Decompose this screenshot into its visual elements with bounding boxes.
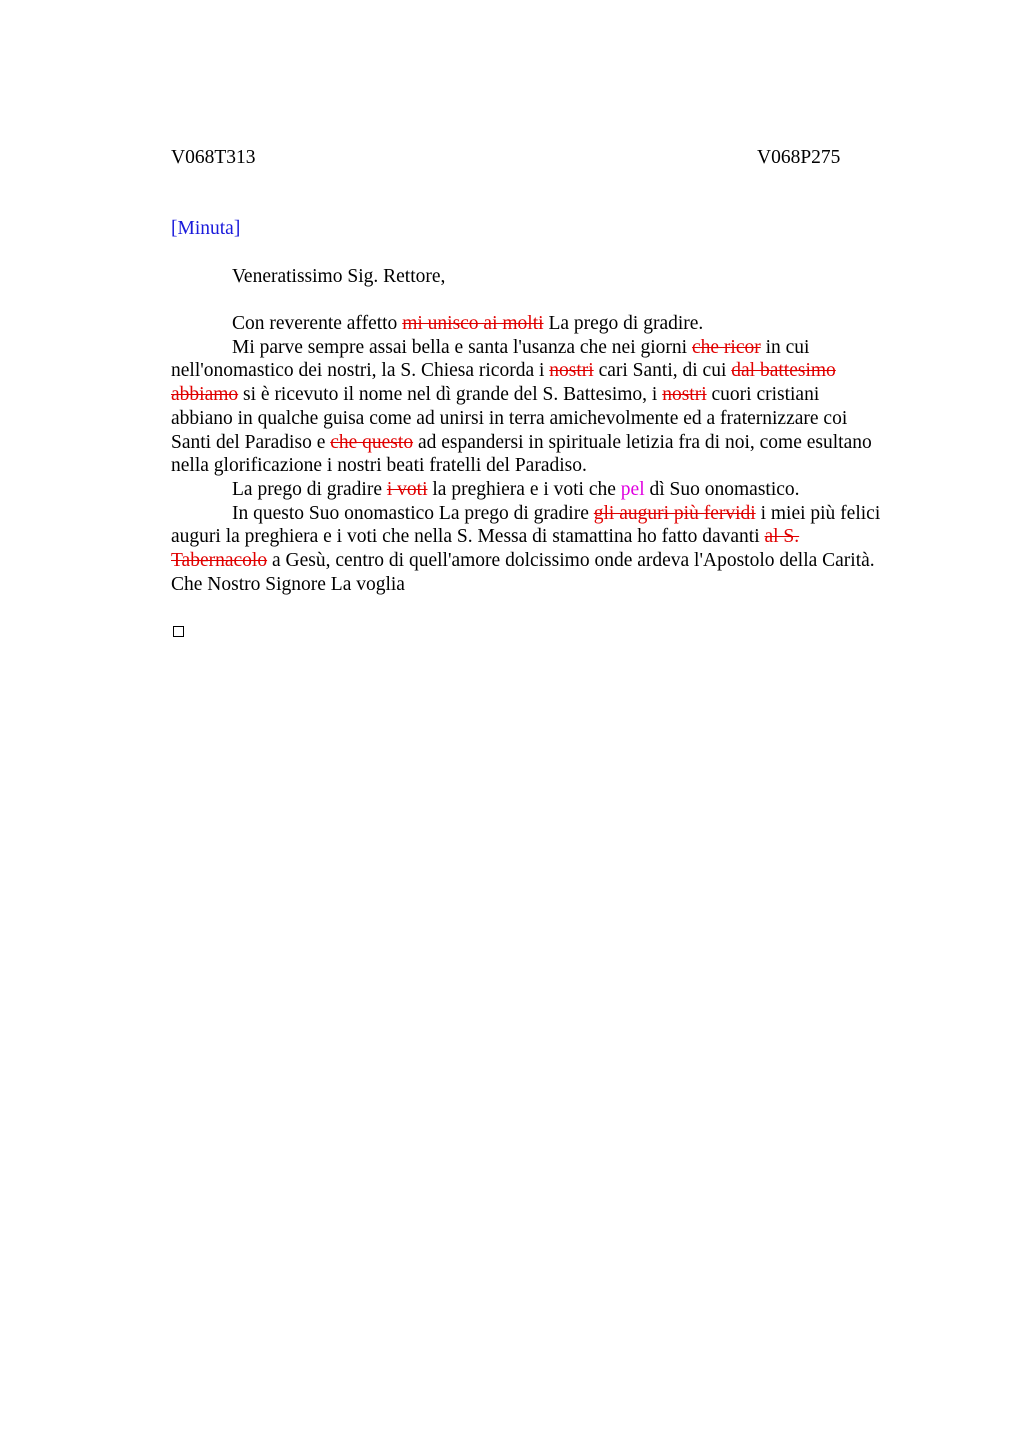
text-segment: Che Nostro Signore La voglia: [171, 573, 405, 595]
paragraph-1: [171, 312, 931, 336]
letter-body: [171, 312, 931, 596]
text-segment: la preghiera e i voti che: [427, 478, 621, 500]
paragraph-4-line-4: [171, 573, 931, 597]
text-segment: La prego di gradire.: [543, 313, 704, 334]
paragraph-2-line-4: [171, 407, 931, 431]
text-segment: cuori cristiani: [706, 384, 820, 406]
paragraph-3: [171, 478, 931, 502]
text-segment: ad espandersi in spirituale letizia fra di noi, come esultano: [413, 431, 872, 453]
deleted-text: mi unisco ai molti: [402, 313, 544, 334]
deleted-text: dal battesimo: [731, 360, 836, 382]
text-segment: La prego di gradire: [232, 478, 387, 500]
paragraph-4-line-2: [171, 525, 931, 549]
deleted-text: gli auguri più fervidi: [593, 502, 756, 524]
text-segment: in cui: [760, 336, 810, 358]
text-segment: si è ricevuto il nome nel dì grande del S. Battesimo, i: [238, 384, 663, 406]
deleted-text: che questo: [330, 431, 414, 453]
text-segment: Mi parve sempre assai bella e santa l'usanza che nei giorni: [232, 336, 692, 358]
deleted-text: abbiamo: [171, 384, 239, 406]
text-segment: Santi del Paradiso e: [171, 431, 331, 453]
salutation: Veneratissimo Sig. Rettore,: [232, 266, 446, 287]
text-segment: cari Santi, di cui: [593, 360, 732, 382]
text-segment: auguri la preghiera e i voti che nella S. Messa di stamattina ho fatto davanti: [171, 526, 765, 548]
paragraph-4: [171, 502, 931, 526]
document-code-right: V068P275: [757, 147, 841, 168]
deleted-text: i voti: [386, 478, 428, 500]
paragraph-2-line-5: [171, 431, 931, 455]
deleted-text: al S.: [764, 526, 800, 548]
paragraph-2-line-6: [171, 454, 931, 478]
text-segment: i miei più felici: [755, 502, 881, 524]
text-segment: nella glorificazione i nostri beati fratelli del Paradiso.: [171, 455, 587, 477]
empty-square-icon: [173, 626, 184, 637]
paragraph-4-line-3: [171, 549, 931, 573]
text-segment: dì Suo onomastico.: [644, 478, 800, 500]
paragraph-2-line-2: [171, 359, 931, 383]
paragraph-2-line-3: [171, 383, 931, 407]
inserted-text: pel: [620, 478, 645, 500]
deleted-text: che ricor: [691, 336, 761, 358]
document-code-left: V068T313: [171, 147, 256, 168]
minuta-label: [Minuta]: [171, 218, 241, 239]
text-segment: nell'onomastico dei nostri, la S. Chiesa ricorda i: [171, 360, 550, 382]
paragraph-2: [171, 336, 931, 360]
text-segment: abbiano in qualche guisa come ad unirsi in terra amichevolmente ed a fraternizzare coi: [171, 407, 848, 429]
deleted-text: nostri: [549, 360, 594, 382]
text-segment: In questo Suo onomastico La prego di gradire: [232, 502, 594, 524]
deleted-text: nostri: [662, 384, 707, 406]
text-segment: Con reverente affetto: [232, 313, 403, 334]
text-segment: a Gesù, centro di quell'amore dolcissimo onde ardeva l'Apostolo della Carità.: [267, 550, 875, 572]
deleted-text: Tabernacolo: [171, 550, 268, 572]
